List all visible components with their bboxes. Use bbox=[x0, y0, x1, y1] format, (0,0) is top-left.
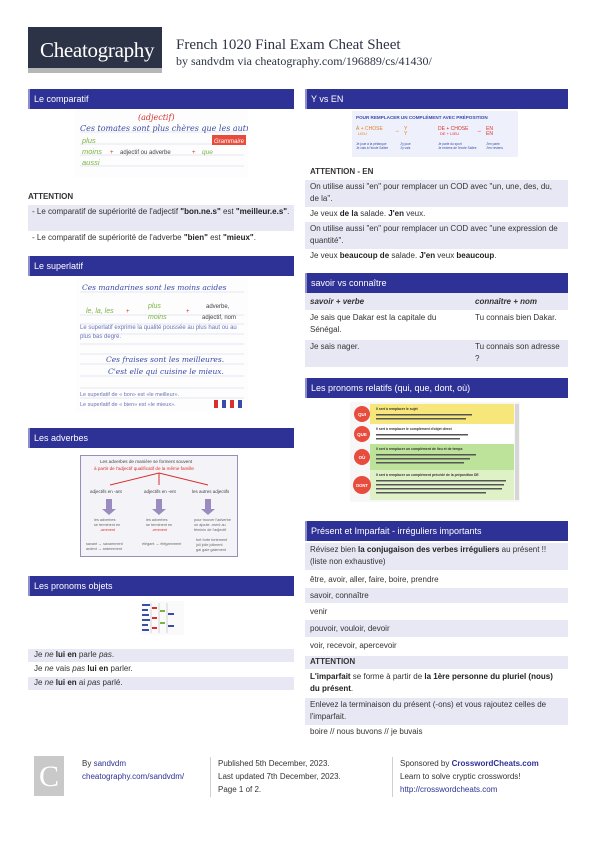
objets-image bbox=[140, 601, 184, 635]
yven-img-y: Y bbox=[404, 126, 408, 132]
superlatif-image bbox=[76, 278, 248, 412]
yven-illustration bbox=[352, 111, 518, 157]
relatifs-img-r1: Il sert à remplacer le sujet bbox=[376, 407, 418, 411]
footer-updated: Last updated 7th December, 2023. bbox=[218, 772, 341, 781]
svg-text:se terminent en: se terminent en bbox=[94, 523, 121, 527]
adverbes-img-c3: les autres adjectifs bbox=[192, 489, 230, 494]
adverbes-img-c1: adjectifs en -ant bbox=[90, 489, 122, 494]
footer-by: By bbox=[82, 759, 94, 768]
yven-img-de: DE + CHOSE bbox=[438, 126, 469, 132]
footer-profile-link[interactable]: cheatography.com/sandvdm/ bbox=[82, 772, 185, 781]
cheatography-logo[interactable] bbox=[28, 27, 162, 73]
svg-text:J'en reviens: J'en reviens bbox=[486, 146, 503, 150]
present-att-row: boire // nous buvons // je buvais bbox=[310, 727, 423, 736]
yven-row: On utilise aussi "en" pour remplacer un COD avec "un, une, des, du, de la". bbox=[305, 180, 568, 207]
section-present-heading: Présent et Imparfait - irréguliers importants bbox=[305, 521, 568, 541]
savoir-cell: Tu connais son adresse ? bbox=[475, 342, 560, 363]
savoir-cell: Tu connais bien Dakar. bbox=[475, 313, 557, 322]
svg-text:fort forte fortement: fort forte fortement bbox=[196, 538, 228, 542]
present-att-row: L'imparfait se forme à partir de la 1ère personne du pluriel (nous) du présent. bbox=[310, 672, 553, 693]
footer-author bbox=[82, 757, 184, 783]
svg-text:élégant → élégamment: élégant → élégamment bbox=[142, 542, 182, 546]
relatifs-img-ou: OÙ bbox=[358, 455, 366, 460]
adverbes-image bbox=[80, 455, 238, 557]
superlatif-img-moins: moins bbox=[148, 314, 167, 321]
sheet-url-link[interactable]: cheatography.com/196889/cs/41430/ bbox=[255, 54, 432, 68]
yven-img-a: À + CHOSE bbox=[356, 126, 383, 132]
relatifs-img-r4: Il sert à remplacer un complément précédé de la préposition DE bbox=[376, 473, 479, 477]
present-att-row: Enlevez la terminaison du présent (-ons) et vous rajoutez celles de l'imparfait. bbox=[305, 698, 568, 725]
logo-bar bbox=[28, 68, 162, 73]
comparatif-img-l1: (adjectif) bbox=[138, 113, 175, 122]
relatifs-illustration bbox=[350, 402, 520, 502]
svg-text:Y: Y bbox=[404, 131, 408, 137]
objets-line-2: Je ne vais pas lui en parler. bbox=[34, 664, 133, 673]
svg-text:joli jolie joliment: joli jolie joliment bbox=[196, 543, 223, 547]
yven-img-title: POUR REMPLACER UN COMPLÉMENT AVEC PRÉPOSITION bbox=[356, 115, 488, 120]
logo-text: Cheatography bbox=[40, 38, 155, 62]
byline-via: via bbox=[234, 54, 256, 68]
svg-text:+: + bbox=[126, 309, 130, 315]
superlatif-img-ex2: C'est elle qui cuisine le mieux. bbox=[108, 367, 224, 376]
relatifs-img-qui: QUI bbox=[357, 412, 367, 417]
present-row: savoir, connaître bbox=[305, 588, 568, 603]
svg-text:DE + LIEU: DE + LIEU bbox=[440, 131, 460, 136]
section-comparatif-heading: Le comparatif bbox=[28, 89, 294, 109]
superlatif-img-l1: Ces mandarines sont les moins acides bbox=[82, 283, 227, 292]
svg-text:+: + bbox=[110, 150, 114, 156]
svg-text:on ajoute -ment au: on ajoute -ment au bbox=[194, 523, 226, 527]
svg-text:les adverbes: les adverbes bbox=[146, 518, 168, 522]
yven-image bbox=[352, 111, 518, 157]
comparatif-image bbox=[74, 109, 248, 177]
objets-line-3: Je ne lui en ai pas parlé. bbox=[28, 677, 294, 690]
svg-text:Je parle du sport: Je parle du sport bbox=[438, 142, 462, 146]
footer-sponsor bbox=[400, 757, 539, 796]
comparatif-attention-title: ATTENTION bbox=[28, 192, 74, 201]
relatifs-img-dont: DONT bbox=[356, 483, 368, 488]
section-superlatif-heading: Le superlatif bbox=[28, 256, 294, 276]
svg-text:gai gaie gaiement: gai gaie gaiement bbox=[196, 548, 226, 552]
adverbes-img-t2: à partir de l'adjectif qualificatif de la même famille bbox=[94, 466, 194, 471]
objets-illustration bbox=[140, 601, 184, 635]
section-adverbes-heading: Les adverbes bbox=[28, 428, 294, 448]
svg-text:Je joue à la pétanque: Je joue à la pétanque bbox=[356, 142, 387, 146]
footer-divider bbox=[210, 757, 211, 797]
savoir-row bbox=[305, 311, 568, 339]
objets-line-1: Je ne lui en parle pas. bbox=[28, 649, 294, 662]
superlatif-img-n2: Le superlatif de « bien» est «le mieux». bbox=[80, 402, 176, 408]
footer-divider bbox=[392, 757, 393, 797]
svg-text:savant → savamment: savant → savamment bbox=[86, 542, 123, 546]
comparatif-img-aussi: aussi bbox=[82, 158, 100, 167]
adverbes-illustration bbox=[80, 455, 238, 557]
svg-text:se terminent en: se terminent en bbox=[146, 523, 173, 527]
savoir-row bbox=[305, 340, 568, 367]
superlatif-img-adjn: adjectif, nom bbox=[202, 315, 237, 321]
relatifs-image bbox=[350, 402, 520, 502]
present-row: être, avoir, aller, faire, boire, prendre bbox=[310, 575, 439, 584]
author-link[interactable]: sandvdm bbox=[191, 54, 235, 68]
section-yven-heading: Y vs EN bbox=[305, 89, 568, 109]
comparatif-illustration bbox=[74, 109, 248, 177]
svg-text:→: → bbox=[476, 128, 482, 134]
savoir-col1: savoir + verbe bbox=[310, 297, 365, 306]
yven-attention-title: ATTENTION - EN bbox=[310, 167, 374, 176]
footer-sponsor-line: Learn to solve cryptic crosswords! bbox=[400, 772, 521, 781]
byline-by: by bbox=[176, 54, 191, 68]
yven-row: Je veux de la salade. J'en veux. bbox=[310, 209, 426, 218]
footer-sponsor-url[interactable]: http://crosswordcheats.com bbox=[400, 785, 498, 794]
footer-sponsor-pre: Sponsored by bbox=[400, 759, 452, 768]
superlatif-img-adv: adverbe, bbox=[206, 304, 230, 310]
section-savoir-heading: savoir vs connaître bbox=[305, 273, 568, 293]
comparatif-img-l2: Ces tomates sont plus chères que les autres bbox=[80, 124, 248, 133]
comparatif-row: - Le comparatif de supériorité de l'adverbe "bien" est "mieux". bbox=[32, 233, 256, 242]
present-row: Révisez bien la conjugaison des verbes irréguliers au présent !! (liste non exhaustive) bbox=[305, 543, 568, 570]
adverbes-img-c2: adjectifs en -ent bbox=[144, 489, 176, 494]
yven-row: Je veux beaucoup de salade. J'en veux beaucoup. bbox=[310, 251, 497, 260]
svg-text:ardent → ardemment: ardent → ardemment bbox=[86, 547, 122, 551]
svg-text:+: + bbox=[192, 150, 196, 156]
comparatif-img-adj: adjectif ou adverbe bbox=[120, 150, 171, 156]
section-relatifs-heading: Les pronoms relatifs (qui, que, dont, où) bbox=[305, 378, 568, 398]
comparatif-img-moins: moins bbox=[82, 147, 103, 156]
relatifs-img-r2: Il sert à remplacer le complément d'objet direct bbox=[376, 427, 452, 431]
savoir-col2: connaître + nom bbox=[475, 297, 538, 306]
footer-page-number: Page 1 of 2. bbox=[218, 785, 262, 794]
svg-text:-emment: -emment bbox=[152, 528, 167, 532]
svg-text:J'y vais: J'y vais bbox=[400, 146, 411, 150]
svg-text:pour trouver l'adverbe: pour trouver l'adverbe bbox=[194, 518, 231, 522]
superlatif-img-le: le, la, les bbox=[86, 308, 114, 315]
present-row: voir, recevoir, apercevoir bbox=[310, 641, 397, 650]
section-objets-heading: Les pronoms objets bbox=[28, 576, 294, 596]
superlatif-img-ex1: Ces fraises sont les meilleures. bbox=[106, 355, 225, 364]
superlatif-img-expl: Le superlatif exprime la qualité poussée au plus haut ou au plus bas degré. bbox=[80, 325, 237, 340]
svg-text:EN: EN bbox=[486, 131, 493, 137]
savoir-cell: Je sais nager. bbox=[310, 342, 360, 351]
cheatography-c-icon: C bbox=[34, 756, 64, 796]
comparatif-img-tag: Grammaire bbox=[214, 139, 245, 145]
awning-decoration bbox=[214, 400, 242, 408]
comparatif-row: - Le comparatif de supériorité de l'adjectif "bon.ne.s" est "meilleur.e.s". bbox=[28, 205, 294, 231]
superlatif-img-plus: plus bbox=[148, 303, 161, 310]
present-row: pouvoir, vouloir, devoir bbox=[305, 620, 568, 637]
savoir-cell: Je sais que Dakar est la capitale du Sénégal. bbox=[310, 313, 437, 334]
footer-dates bbox=[218, 757, 341, 796]
comparatif-img-que: que bbox=[202, 149, 213, 156]
savoir-table-header bbox=[305, 293, 568, 310]
present-row: venir bbox=[310, 607, 328, 616]
relatifs-img-r3: Il sert à remplacer un complément de lieu et de temps bbox=[376, 447, 463, 451]
page-title: French 1020 Final Exam Cheat Sheet bbox=[176, 37, 401, 53]
svg-text:J'y joue: J'y joue bbox=[400, 142, 411, 146]
svg-text:J'en parle: J'en parle bbox=[486, 142, 500, 146]
svg-text:Je reviens de l'école Sallee: Je reviens de l'école Sallee bbox=[438, 146, 477, 150]
adverbes-img-t1: Les adverbes de manière se forment souvent bbox=[100, 459, 193, 464]
svg-text:-amment: -amment bbox=[100, 528, 115, 532]
comparatif-img-plus: plus bbox=[82, 136, 96, 145]
svg-text:Je vais à l'école Sallee: Je vais à l'école Sallee bbox=[356, 146, 389, 150]
yven-row: On utilise aussi "en" pour remplacer un COD avec "une expression de quantité". bbox=[305, 222, 568, 249]
superlatif-img-n1: Le superlatif de « bon» est «le meilleur». bbox=[80, 392, 180, 398]
byline bbox=[176, 54, 432, 69]
yven-img-en: EN bbox=[486, 126, 493, 132]
superlatif-illustration bbox=[76, 278, 248, 412]
svg-text:les adverbes: les adverbes bbox=[94, 518, 116, 522]
svg-text:féminin de l'adjectif: féminin de l'adjectif bbox=[194, 528, 227, 532]
footer-published: Published 5th December, 2023. bbox=[218, 759, 330, 768]
svg-text:+: + bbox=[186, 309, 190, 315]
footer-author-link[interactable]: sandvdm bbox=[93, 759, 127, 768]
footer-sponsor-link[interactable]: CrosswordCheats.com bbox=[451, 759, 539, 768]
svg-text:LIEU: LIEU bbox=[358, 131, 367, 136]
relatifs-img-que: QUE bbox=[357, 432, 367, 437]
present-attention-title: ATTENTION bbox=[305, 656, 568, 669]
svg-text:→: → bbox=[394, 128, 400, 134]
